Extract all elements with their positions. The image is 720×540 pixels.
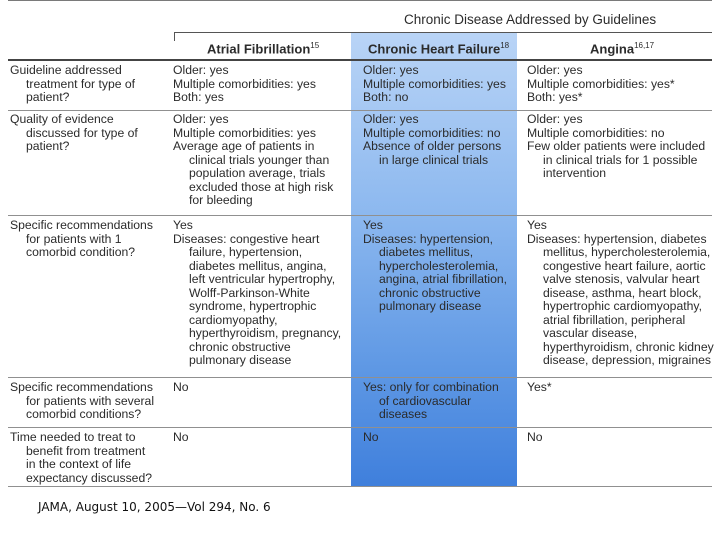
cell-chronic-heart-failure: Older: yes Multiple comorbidities: no Absence of older persons in large clinical trials [363, 112, 502, 167]
row-divider [8, 486, 712, 487]
top-rule [8, 0, 712, 1]
cell-angina: Older: yes Multiple comorbidities: no Few older patients were included in clinical trials for 1 possible intervention [527, 112, 706, 180]
row-divider [8, 215, 712, 216]
column-group-bracket [174, 32, 712, 41]
cell-angina: Older: yes Multiple comorbidities: yes* Both: yes* [527, 63, 675, 104]
cell-atrial-fibrillation: Older: yes Multiple comorbidities: yes Average age of patients in clinical trials younger than population average, trials excluded those at high risk for bleeding [173, 112, 334, 207]
cell-chronic-heart-failure: No [363, 430, 379, 444]
question-guideline-addressed: Guideline addressed treatment for type of patient? [10, 63, 136, 104]
cell-chronic-heart-failure: Yes Diseases: hypertension, diabetes mellitus, hypercholesterolemia, angina, atrial fibrillation, chronic obstructive pulmonary disease [363, 218, 508, 313]
row-divider [8, 377, 712, 378]
question-time-needed-to-treat: Time needed to treat to benefit from treatment in the context of life expectancy discussed? [10, 430, 153, 485]
citation-footer: JAMA, August 10, 2005—Vol 294, No. 6 [38, 500, 271, 514]
cell-chronic-heart-failure: Yes: only for combination of cardiovascular diseases [363, 380, 499, 421]
cell-angina: Yes* [527, 380, 552, 394]
cell-angina: No [527, 430, 543, 444]
cell-angina: Yes Diseases: hypertension, diabetes mellitus, hypercholesterolemia, congestive heart failure, aortic valve stenosis, valvular heart disease, asthma, heart block, hypertrophic cardiomyopathy, atrial fibrillation, peripheral vascular disease, hyperthyroidism, chronic kidney disease, depression, migraines [527, 218, 714, 367]
cell-chronic-heart-failure: Older: yes Multiple comorbidities: yes Both: no [363, 63, 506, 104]
cell-atrial-fibrillation: Older: yes Multiple comorbidities: yes Both: yes [173, 63, 316, 104]
cell-atrial-fibrillation: Yes Diseases: congestive heart failure, hypertension, diabetes mellitus, angina, left ventricular hypertrophy, Wolff-Parkinson-White syndrome, hypertrophic cardiomyopathy, hyperthyroidism, pregnancy, chronic obstructive pulmonary disease [173, 218, 342, 367]
cell-atrial-fibrillation: No [173, 430, 189, 444]
question-quality-of-evidence: Quality of evidence discussed for type of patient? [10, 112, 138, 153]
question-several-comorbid-conditions: Specific recommendations for patients with several comorbid conditions? [10, 380, 155, 421]
column-header-angina: Angina$^{16,17}$ [590, 41, 655, 57]
row-divider [8, 427, 712, 428]
row-divider [8, 110, 712, 111]
column-header-chronic-heart-failure: Chronic Heart Failure$^{18}$ [368, 41, 510, 57]
table-super-title: Chronic Disease Addressed by Guidelines [404, 12, 657, 27]
question-one-comorbid-condition: Specific recommendations for patients with 1 comorbid condition? [10, 218, 153, 259]
header-rule [8, 59, 712, 61]
column-header-atrial-fibrillation: Atrial Fibrillation$^{15}$ [207, 41, 320, 57]
cell-atrial-fibrillation: No [173, 380, 189, 394]
